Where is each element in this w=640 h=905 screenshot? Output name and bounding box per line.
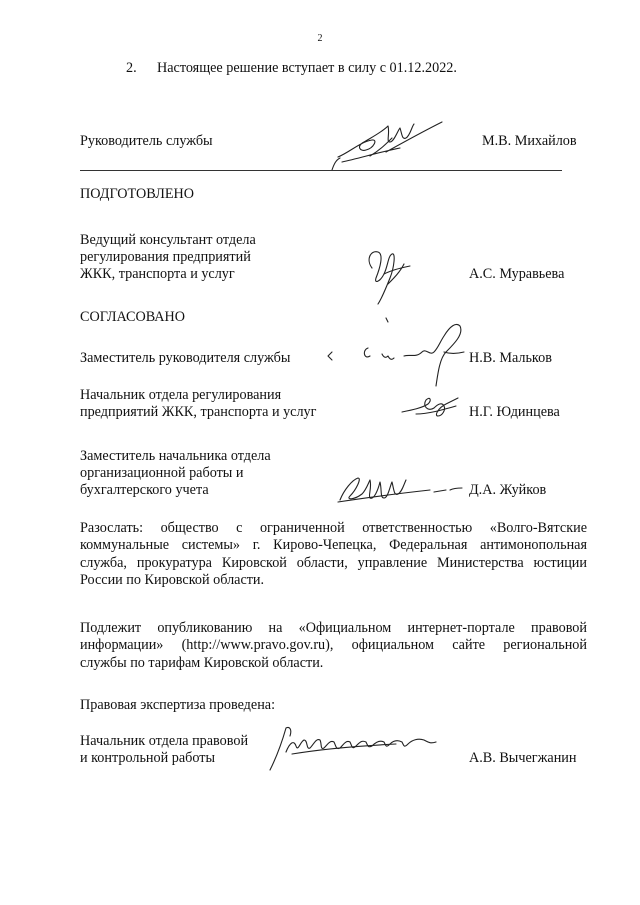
- distribution-line: России по Кировской области.: [80, 571, 265, 588]
- agreed-position-line: организационной работы и: [80, 465, 244, 481]
- publication-paragraph: [80, 620, 587, 672]
- agreed-signature: [334, 470, 464, 506]
- head-signature: [330, 112, 460, 174]
- agreed-position-line: бухгалтерского учета: [80, 482, 209, 498]
- agreed-position-line: Начальник отдела регулирования: [80, 387, 282, 403]
- distribution-paragraph: [80, 520, 587, 589]
- publication-line: информации» (http://www.pravo.gov.ru), официальном сайте региональной: [80, 637, 587, 654]
- agreed-signature: [398, 390, 463, 426]
- distribution-line: Разослать: общество с ограниченной ответственностью «Волго-Вятские: [80, 520, 587, 536]
- agreed-name: Д.А. Жуйков: [469, 482, 547, 498]
- legal-review-name: А.В. Вычегжанин: [469, 750, 577, 766]
- distribution-line: служба, прокуратура Кировской области, управление Министерства юстиции: [80, 554, 587, 571]
- head-position: Руководитель службы: [80, 133, 213, 149]
- agreed-position-line: предприятий ЖКК, транспорта и услуг: [80, 404, 317, 420]
- clause-text: Настоящее решение вступает в силу с 01.12.2022.: [157, 60, 457, 76]
- distribution-line: коммунальные системы» г. Кирово-Чепецка, Федеральная антимонопольная: [80, 537, 587, 554]
- prepared-heading: ПОДГОТОВЛЕНО: [80, 186, 194, 202]
- publication-line: Подлежит опубликованию на «Официальном интернет-портале правовой: [80, 620, 587, 636]
- clause-number: 2.: [126, 60, 137, 76]
- prepared-name: А.С. Муравьева: [469, 266, 565, 282]
- prepared-position-line: ЖКК, транспорта и услуг: [80, 266, 235, 282]
- agreed-name: Н.Г. Юдинцева: [469, 404, 560, 420]
- agreed-position-line: Заместитель начальника отдела: [80, 448, 271, 464]
- page-number: 2: [317, 33, 323, 44]
- agreed-position-line: Заместитель руководителя службы: [80, 350, 291, 366]
- signature-divider: [80, 170, 562, 171]
- agreed-name: Н.В. Мальков: [469, 350, 552, 366]
- prepared-position-line: регулирования предприятий: [80, 249, 251, 265]
- prepared-position-line: Ведущий консультант отдела: [80, 232, 256, 248]
- legal-review-heading: Правовая экспертиза проведена:: [80, 697, 276, 713]
- legal-review-position-line: Начальник отдела правовой: [80, 733, 249, 749]
- prepared-signature: [358, 238, 418, 308]
- head-name: М.В. Михайлов: [482, 133, 577, 149]
- publication-line: службы по тарифам Кировской области.: [80, 654, 324, 671]
- agreed-heading: СОГЛАСОВАНО: [80, 309, 186, 325]
- legal-review-signature: [256, 722, 446, 774]
- agreed-signature: [326, 312, 471, 402]
- legal-review-position-line: и контрольной работы: [80, 750, 215, 766]
